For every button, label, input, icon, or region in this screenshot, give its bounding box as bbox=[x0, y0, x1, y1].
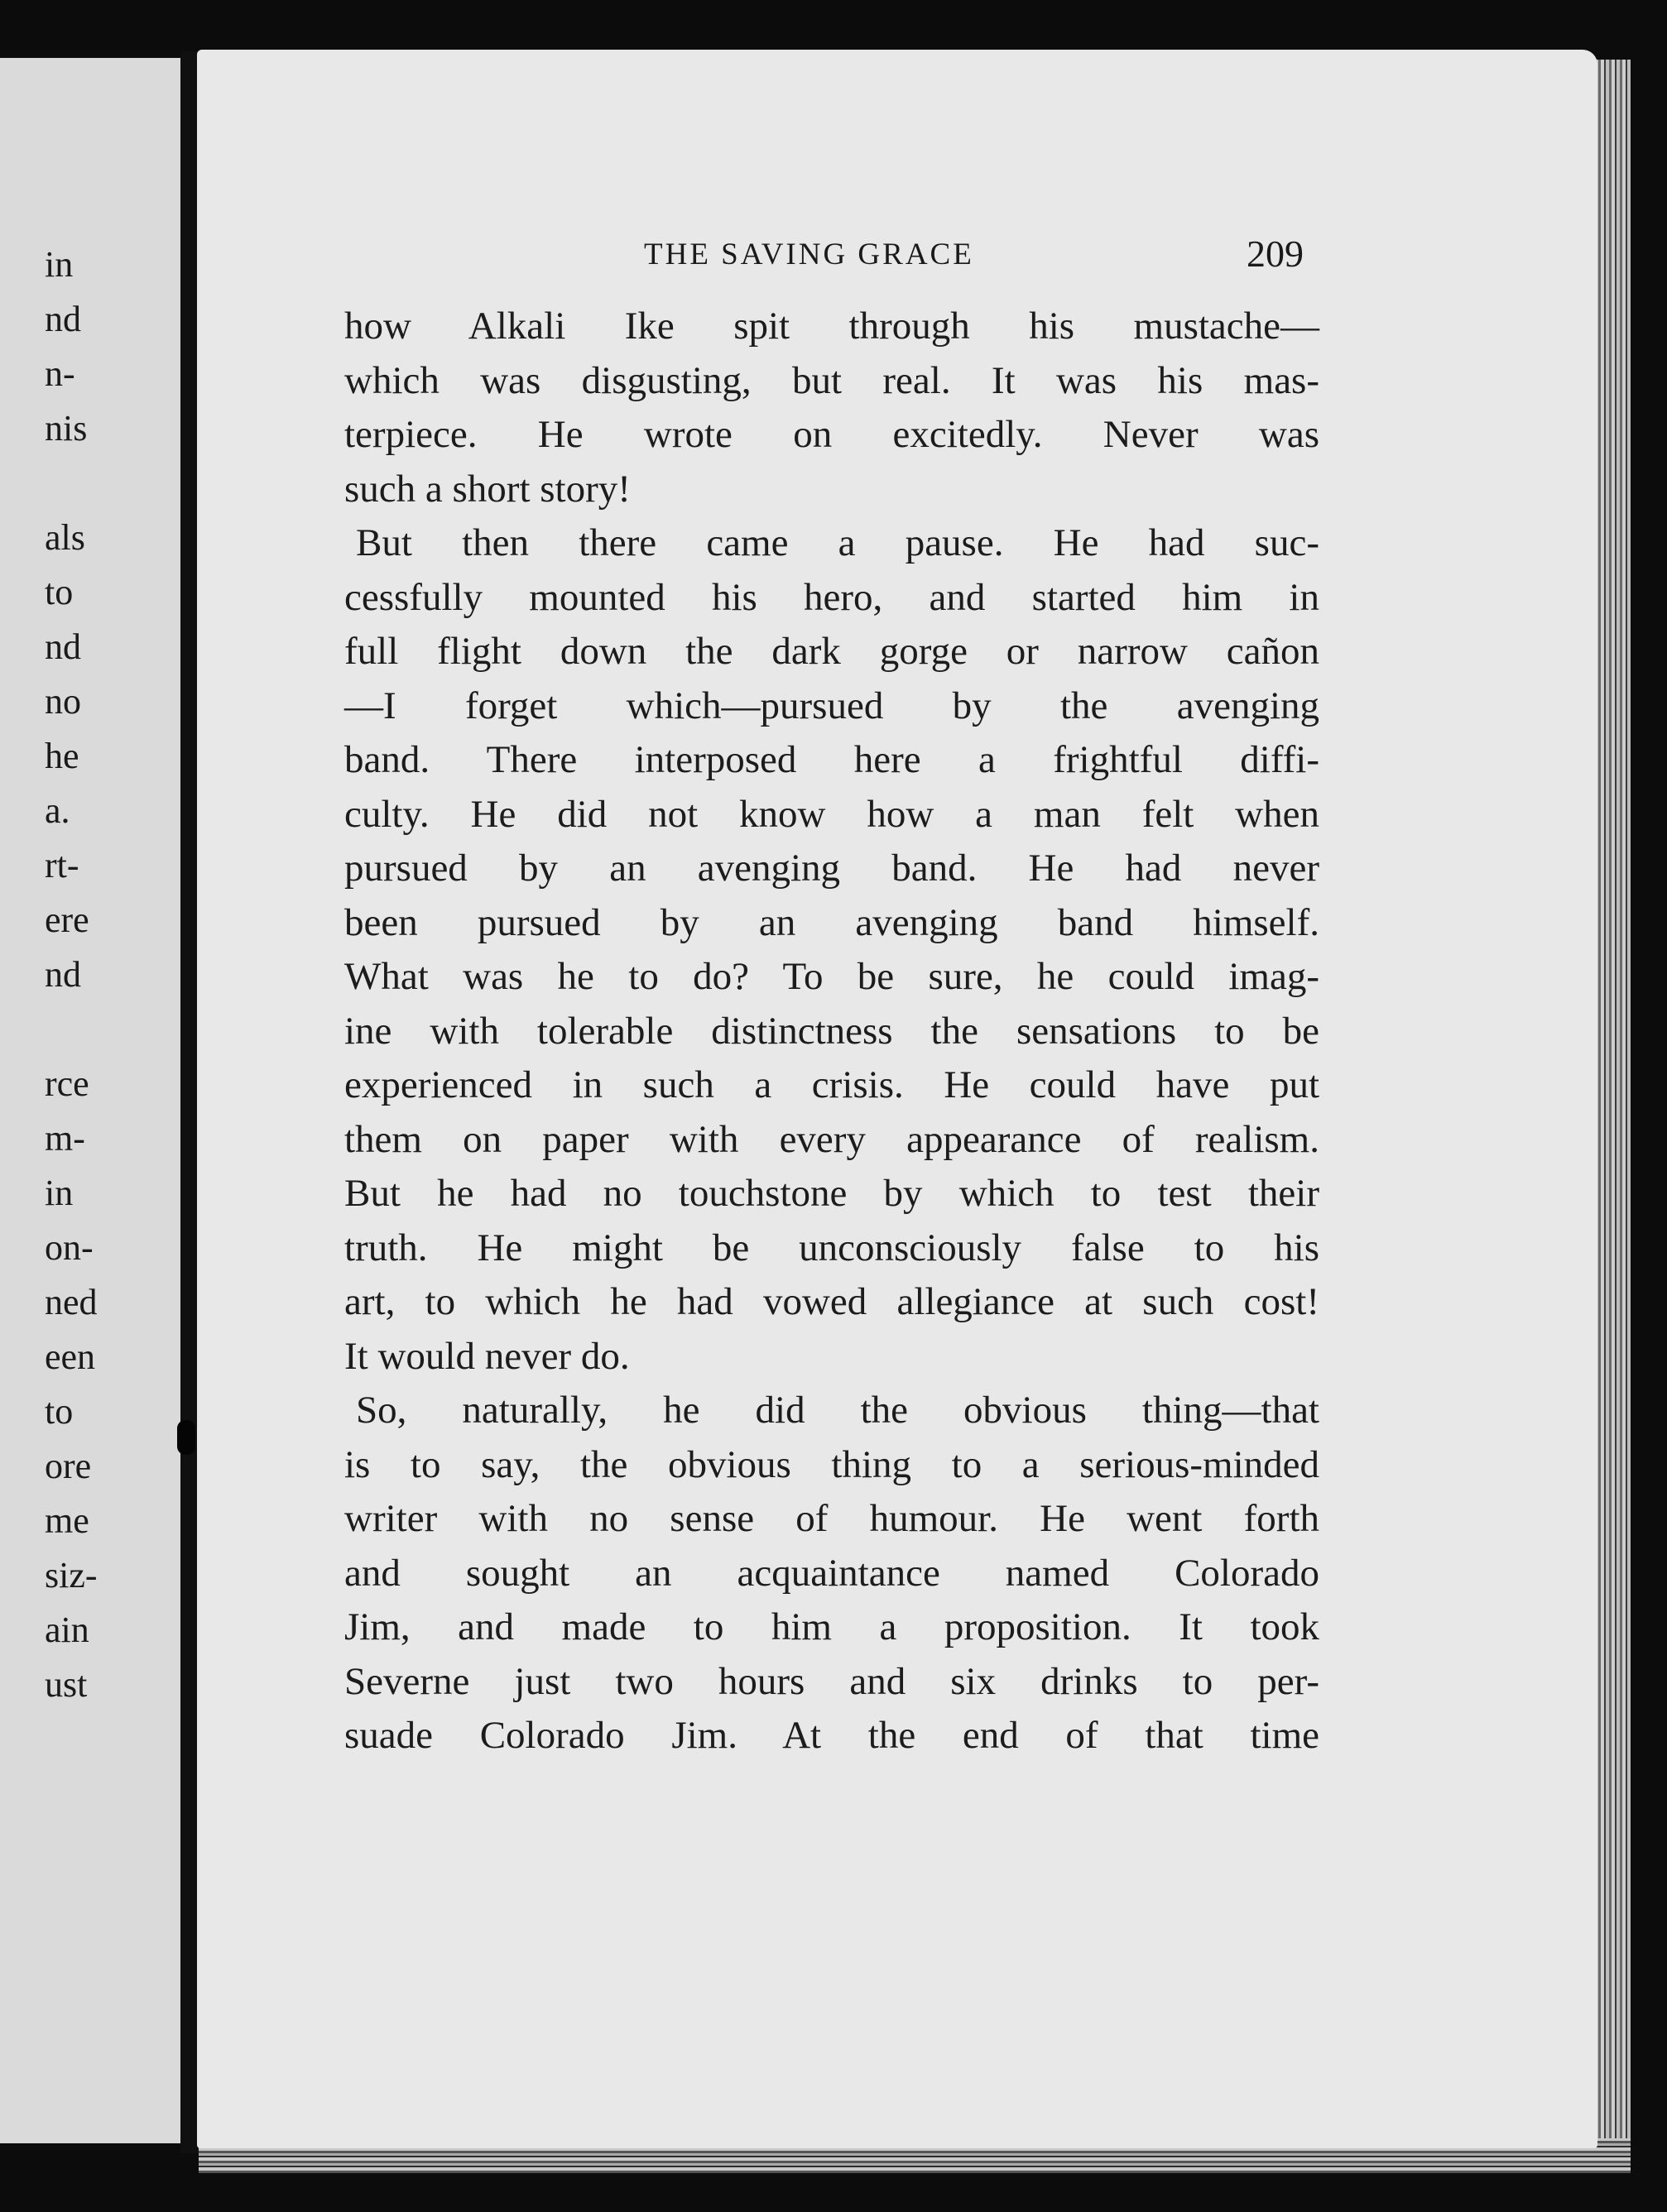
text-line: is to say, the obvious thing to a serious-minded bbox=[344, 1442, 1319, 1486]
left-fragment: nd bbox=[45, 299, 81, 339]
book-gutter bbox=[180, 51, 199, 2153]
previous-page-strip bbox=[0, 58, 184, 2143]
running-title: THE SAVING GRACE bbox=[644, 238, 974, 271]
left-fragment: on- bbox=[45, 1227, 94, 1268]
left-fragment: ust bbox=[45, 1664, 88, 1705]
text-line: ine with tolerable distinctness the sensations to be bbox=[344, 1009, 1319, 1053]
binding-mark bbox=[177, 1420, 195, 1455]
book-page bbox=[197, 50, 1597, 2148]
left-fragment: m- bbox=[45, 1118, 85, 1159]
left-fragment: no bbox=[45, 681, 81, 722]
body-text bbox=[344, 300, 1319, 1763]
text-line: which was disgusting, but real. It was his mas- bbox=[344, 358, 1319, 402]
left-fragment: ain bbox=[45, 1610, 89, 1650]
page-number: 209 bbox=[1247, 233, 1304, 275]
text-line: full flight down the dark gorge or narrow cañon bbox=[344, 630, 1319, 673]
text-line: them on paper with every appearance of realism. bbox=[344, 1117, 1319, 1161]
left-fragment: in bbox=[45, 1173, 74, 1213]
text-line: truth. He might be unconsciously false to his bbox=[344, 1226, 1319, 1269]
left-fragment: n- bbox=[45, 353, 75, 394]
text-line: cessfully mounted his hero, and started him in bbox=[344, 575, 1319, 619]
text-line: But he had no touchstone by which to test their bbox=[344, 1172, 1319, 1215]
text-line: writer with no sense of humour. He went forth bbox=[344, 1497, 1319, 1540]
text-line: experienced in such a crisis. He could have put bbox=[344, 1063, 1319, 1106]
text-line: But then there came a pause. He had suc- bbox=[356, 521, 1319, 564]
text-line: So, naturally, he did the obvious thing—that bbox=[356, 1389, 1319, 1432]
left-fragment: rce bbox=[45, 1063, 89, 1104]
left-fragment: rt- bbox=[45, 845, 79, 885]
text-line: Severne just two hours and six drinks to per- bbox=[344, 1659, 1319, 1703]
text-line: been pursued by an avenging band himself. bbox=[344, 900, 1319, 944]
left-fragment: ore bbox=[45, 1446, 92, 1486]
left-fragment: to bbox=[45, 572, 74, 612]
left-fragment: me bbox=[45, 1500, 89, 1541]
text-line: such a short story! bbox=[344, 467, 631, 511]
text-line: It would never do. bbox=[344, 1334, 630, 1378]
running-head bbox=[197, 233, 1597, 286]
left-fragment: ned bbox=[45, 1282, 98, 1322]
text-line: terpiece. He wrote on excitedly. Never was bbox=[344, 413, 1319, 456]
left-fragment: ere bbox=[45, 900, 89, 940]
text-line: culty. He did not know how a man felt when bbox=[344, 792, 1319, 836]
left-fragment: nis bbox=[45, 408, 88, 449]
text-line: how Alkali Ike spit through his mustache— bbox=[344, 305, 1319, 348]
text-line: band. There interposed here a frightful diffi- bbox=[344, 738, 1319, 781]
text-line: pursued by an avenging band. He had never bbox=[344, 847, 1319, 890]
text-line: —I forget which—pursued by the avenging bbox=[344, 684, 1319, 727]
text-line: suade Colorado Jim. At the end of that time bbox=[344, 1714, 1319, 1757]
left-fragment: als bbox=[45, 517, 85, 558]
left-fragment: nd bbox=[45, 954, 81, 995]
text-line: art, to which he had vowed allegiance at such cost! bbox=[344, 1280, 1319, 1323]
left-fragment: to bbox=[45, 1391, 74, 1432]
left-fragment: nd bbox=[45, 626, 81, 667]
left-fragment: een bbox=[45, 1336, 96, 1377]
left-fragment: in bbox=[45, 244, 74, 285]
left-fragment: siz- bbox=[45, 1555, 98, 1595]
text-line: What was he to do? To be sure, he could imag- bbox=[344, 955, 1319, 998]
text-line: and sought an acquaintance named Colorado bbox=[344, 1551, 1319, 1595]
text-line: Jim, and made to him a proposition. It took bbox=[344, 1605, 1319, 1648]
left-fragment: a. bbox=[45, 790, 70, 831]
left-fragment: he bbox=[45, 736, 79, 776]
